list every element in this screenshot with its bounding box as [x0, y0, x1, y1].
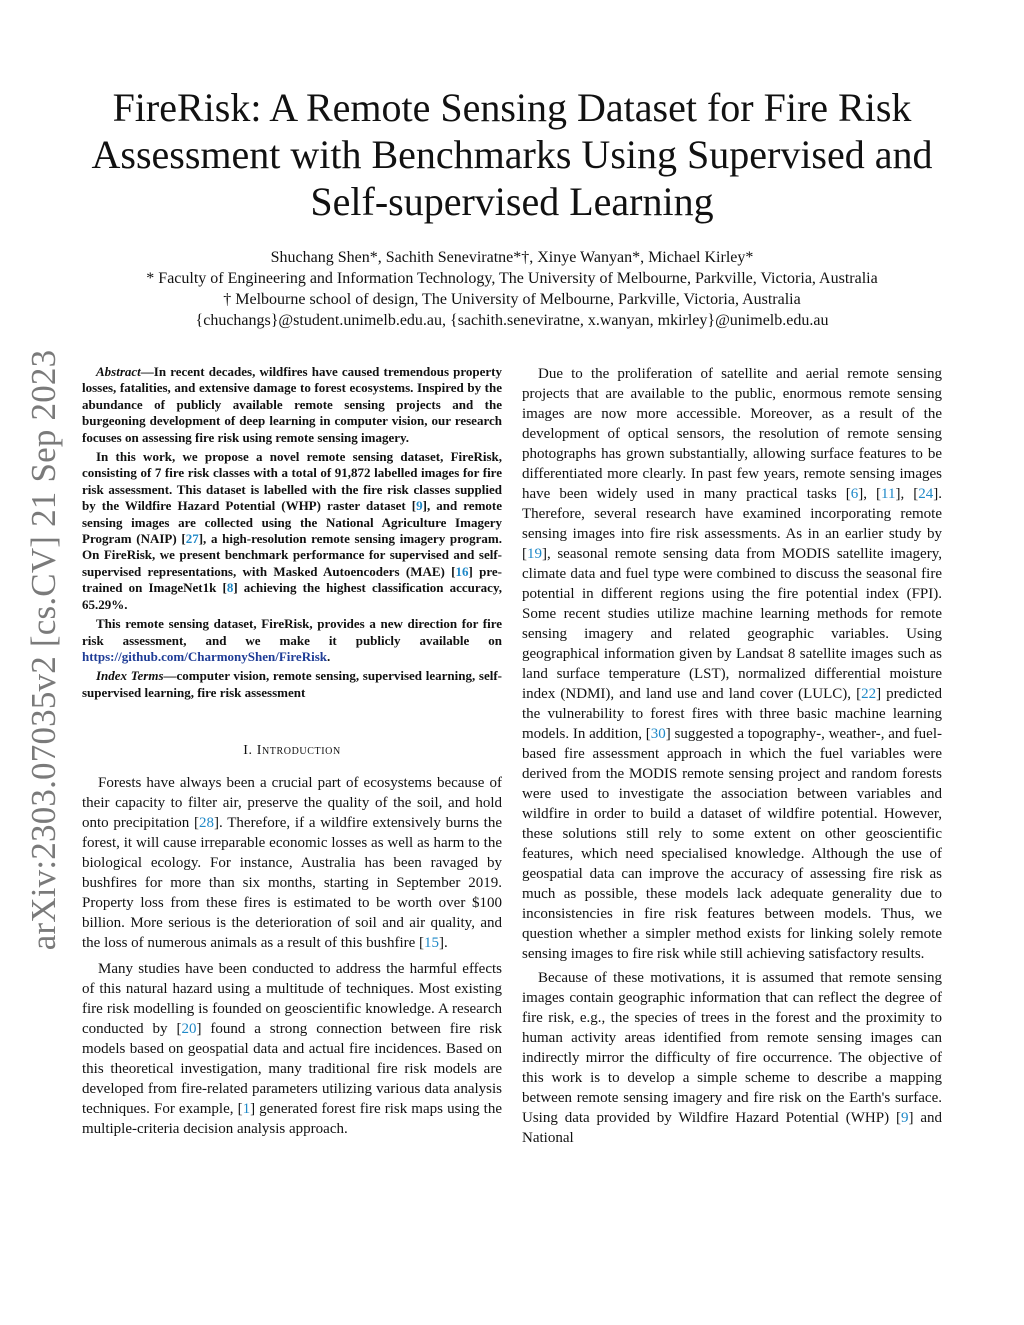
citation-link[interactable]: 30	[650, 726, 666, 742]
author-emails: {chuchangs}@student.unimelb.edu.au, {sachith.seneviratne, x.wanyan, mkirley}@unimelb.edu.au	[195, 312, 829, 329]
intro-paragraph-2: Many studies have been conducted to address the harmful effects of this natural hazard using a multitude of techniques. Most existing fire risk modelling is founded on geoscientific knowledge. A research conducted by [20] found a strong connection between fire risk models based on geospatial data and actual fire incidences. Based on this theoretical investigation, many traditional fire risk models are developed from fire-related parameters utilizing various data analysis techniques. For example, [1] generated forest fire risk maps using the multiple-criteria decision analysis approach.	[82, 961, 503, 1138]
citation-link[interactable]: 6	[850, 486, 859, 502]
abstract-paragraph-2: In this work, we propose a novel remote sensing dataset, FireRisk, consisting of 7 fire risk classes with a total of 91,872 labelled images for fire risk assessment. This dataset is labelled with the fire risk classes supplied by the Wildfire Hazard Potential (WHP) raster dataset [9], and remote sensing images are collected using the National Agriculture Imagery Program (NAIP) [27], a high-resolution remote sensing imagery program. On FireRisk, we present benchmark performance for supervised and self-supervised representations, with Masked Autoencoders (MAE) [16] pre-trained on ImageNet1k [8] achieving the highest classification accuracy, 65.29%.	[82, 449, 502, 612]
citation-link[interactable]: 19	[527, 546, 542, 562]
author-block	[60, 247, 964, 331]
citation-link[interactable]: 11	[881, 486, 896, 502]
abstract	[82, 364, 502, 701]
title-line-1: FireRisk: A Remote Sensing Dataset for Fire Risk	[112, 85, 912, 130]
citation-link[interactable]: 1	[242, 1101, 251, 1118]
arxiv-sidebar	[16, 350, 72, 950]
citation-link[interactable]: 20	[181, 1021, 197, 1038]
citation-link[interactable]: 27	[185, 531, 199, 547]
affiliation-2: † Melbourne school of design, The University of Melbourne, Parkville, Victoria, Australia	[223, 291, 801, 308]
citation-link[interactable]: 9	[900, 1110, 909, 1126]
index-terms-label: Index Terms	[96, 668, 164, 684]
citation-link[interactable]: 16	[455, 563, 469, 579]
left-column	[82, 364, 502, 1139]
title-line-2: Assessment with Benchmarks Using Supervised and	[91, 132, 933, 177]
title-line-3: Self-supervised Learning	[310, 179, 714, 224]
abstract-label: Abstract	[96, 364, 141, 379]
section-heading-introduction: I. Introduction	[243, 743, 341, 759]
github-link[interactable]: https://github.com/CharmonyShen/FireRisk	[82, 648, 327, 664]
paper-title	[60, 84, 964, 225]
citation-link[interactable]: 22	[861, 686, 877, 702]
right-column	[522, 364, 942, 1148]
arxiv-identifier: arXiv:2303.07035v2 [cs.CV] 21 Sep 2023	[24, 349, 63, 951]
intro-paragraph-4: Because of these motivations, it is assumed that remote sensing images contain geographic information that can reflect the degree of fire risk, e.g., the species of trees in the forest and the proximity to human activity areas identified from remote sensing images can indirectly mirror the difficulty of fire occurrence. The objective of this work is to develop a simple scheme to describe a mapping between remote sensing imagery and fire risk on the Earth's surface. Using data provided by Wildfire Hazard Potential (WHP) [9] and National	[522, 970, 942, 1146]
intro-paragraph-1: Forests have always been a crucial part of ecosystems because of their capacity to filter air, preserve the quality of the soil, and hold onto precipitation [28]. Therefore, if a wildfire extensively burns the forest, it will cause irreparable economic losses as well as harm to the biological ecology. For instance, Australia has been ravaged by bushfires for more than six months, starting in September 2019. Property loss from these fires is estimated to be worth over $100 billion. More serious is the deterioration of soil and air quality, and the loss of numerous animals as a result of this bushfire [15].	[82, 775, 503, 952]
author-list: Shuchang Shen*, Sachith Seneviratne*†, Xinye Wanyan*, Michael Kirley*	[270, 249, 754, 266]
abstract-paragraph-1: Abstract—In recent decades, wildfires have caused tremendous property losses, fatalities, and extensive damage to forest ecosystems. Inspired by the abundance of publicly available remote sensing projects and the burgeoning development of deep learning in computer vision, our research focuses on assessing fire risk using remote sensing imagery.	[82, 364, 502, 445]
citation-link[interactable]: 9	[416, 498, 423, 514]
abstract-paragraph-3: This remote sensing dataset, FireRisk, provides a new direction for fire risk assessment, and we make it publicly available on https://github.com/CharmonyShen/FireRisk.	[82, 616, 502, 664]
citation-link[interactable]: 15	[424, 935, 440, 952]
citation-link[interactable]: 24	[918, 486, 934, 502]
affiliation-1: * Faculty of Engineering and Information Technology, The University of Melbourne, Parkville, Victoria, Australia	[146, 270, 878, 287]
intro-paragraph-3: Due to the proliferation of satellite and aerial remote sensing projects that are available to the public, enormous remote sensing images are now more accessible. Moreover, as a result of the development of optical sensors, the resolution of remote sensing photographs has grown substantially, allowing surface features to be differentiated more clearly. In past few years, remote sensing images have been widely used in many practical tasks [6], [11], [24]. Therefore, several research have examined incorporating remote sensing images into fire risk assessments. As in an earlier study by [19], seasonal remote sensing data from MODIS satellite imagery, climate data and fuel type were combined to discuss the seasonal fire potential in different regions using the fire potential index (FPI). Some recent studies utilize machine learning methods for remote sensing imagery and related geographic variables. Using geographical information given by Landsat 8 satellite images such as land surface temperature (LST), normalized differential moisture index (NDMI), and land use and land cover (LULC), [22] predicted the vulnerability to forest fires with three basic machine learning models. In addition, [30] suggested a topography-, weather-, and fuel-based fire assessment approach in which the fuel variables were derived from the MODIS remote sensing project and random forests were used to investigate the association between variables and wildfire in order to build a dataset of wildfire potential. However, these solutions still rely to some extent on other geoscientific features, which need specialised knowledge. Although the use of geospatial data can improve the accuracy of assessing fire risk as much as possible, these models lack adequate generality due to inconsistencies in fire risk features between models. Thus, we question whether a simpler method exists for linking solely remote sensing images to fire risk while still achieving satisfactory results.	[522, 366, 942, 962]
citation-link[interactable]: 28	[199, 815, 215, 832]
index-terms: Index Terms—computer vision, remote sensing, supervised learning, self-supervised learning, fire risk assessment	[82, 668, 503, 700]
citation-link[interactable]: 8	[226, 580, 234, 596]
